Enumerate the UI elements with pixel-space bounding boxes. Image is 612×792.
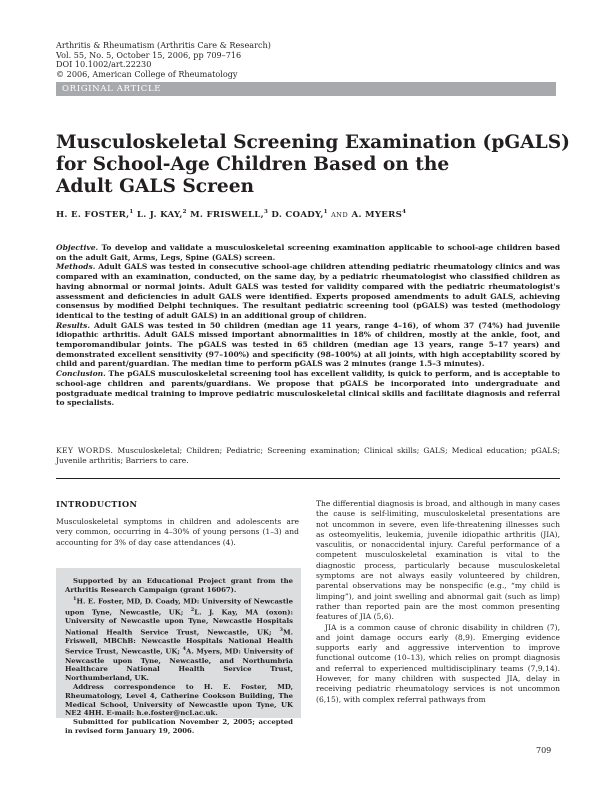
affiliation-text: M. Friswell, MBChB: Newcastle Hospitals National Health Service Trust, Newcastle, UK; <box>65 627 293 656</box>
journal-copyright: © 2006, American College of Rheumatology <box>56 68 238 79</box>
footnote-affiliations <box>65 595 293 683</box>
abstract-conclusion-label: Conclusion. <box>56 369 106 379</box>
affiliation-mark: 3 <box>279 626 283 633</box>
author-affiliation-mark: 1 <box>129 209 134 215</box>
affiliation-text: L. J. Kay, MA (oxon): University of Newcastle upon Tyne, Newcastle Hospitals National Health Service Trust, Newcastle, UK; <box>65 607 293 636</box>
footnote-content <box>65 577 293 736</box>
keywords-label: KEY WORDS. <box>56 446 114 455</box>
authors-and: AND <box>331 210 349 219</box>
page-number: 709 <box>536 746 552 755</box>
keywords-text: Musculoskeletal; Children; Pediatric; Screening examination; Clinical skills; GALS; Medical education; pGALS; Juvenile arthritis; Barriers to care. <box>56 446 560 465</box>
footnote-box <box>56 568 301 735</box>
author-list <box>56 209 556 220</box>
author-affiliation-mark: 1 <box>323 209 328 215</box>
article-type-label: ORIGINAL ARTICLE <box>62 84 162 94</box>
abstract-objective-text: To develop and validate a musculoskeletal screening examination applicable to school-age children based on the adult Gait, Arms, Legs, Spine (GALS) screen. <box>56 243 560 262</box>
author-name: A. MYERS <box>351 209 403 220</box>
journal-volume: Vol. 55, No. 5, October 15, 2006, pp 709–716 <box>56 49 242 60</box>
affiliation-mark: 2 <box>190 606 195 613</box>
title-line-1: Musculoskeletal Screening Examination (pGALS) <box>56 132 570 153</box>
abstract <box>56 243 560 408</box>
article-title <box>56 132 576 198</box>
right-column <box>316 499 560 705</box>
abstract-conclusion <box>56 369 560 408</box>
abstract-results <box>56 321 560 370</box>
abstract-results-text: Adult GALS was tested in 50 children (median age 11 years, range 4–16), of whom 37 (74%) had juvenile idiopathic arthritis. Adult GALS missed important abnormalities in 18% of children, mostly at the ankle, foot, and temporomandibular joints. The pGALS was tested in 65 children (median age 13 years, range 5–17 years) and demonstrated excellent sensitivity (97–100%) and specificity (98–100%) at all joints, with high acceptability scored by child and parent/guardian. The median time to perform pGALS was 2 minutes (range 1.5–3 minutes). <box>56 320 560 369</box>
abstract-objective-label: Objective. <box>56 243 99 252</box>
abstract-conclusion-text: The pGALS musculoskeletal screening tool has excellent validity, is quick to perform, and is acceptable to school-age children and parents/guardians. We propose that pGALS be incorporated into undergraduate and postgraduate medical training to improve pediatric musculoskeletal clinical skills and facilitate diagnosis and referral to specialists. <box>56 369 560 408</box>
affiliation-mark: 1 <box>73 595 77 602</box>
author-name: L. J. KAY, <box>136 209 183 220</box>
abstract-methods-label: Methods. <box>56 262 96 272</box>
journal-header <box>56 41 356 79</box>
abstract-methods <box>56 262 560 320</box>
introduction-paragraph: Musculoskeletal symptoms in children and adolescents are very common, occurring in 4–30% of young persons (1–3) and accounting for 3% of day case attendances (4). <box>56 517 299 547</box>
journal-name: Arthritis & Rheumatism (Arthritis Care & Research) <box>56 40 271 50</box>
affiliation-text: H. E. Foster, MD, D. Coady, MD: University of Newcastle upon Tyne, Newcastle, UK; <box>65 596 293 616</box>
journal-doi: DOI 10.1002/art.22230 <box>56 59 152 70</box>
left-column <box>56 499 299 548</box>
abstract-results-label: Results. <box>56 320 91 330</box>
abstract-objective <box>56 243 560 262</box>
author-affiliation-mark: 3 <box>263 209 269 215</box>
author-affiliation-mark: 4 <box>402 209 407 215</box>
affiliation-mark: 4 <box>182 646 186 653</box>
title-line-2: for School-Age Children Based on the <box>56 154 450 175</box>
section-divider <box>56 478 560 479</box>
title-line-3: Adult GALS Screen <box>56 176 255 197</box>
author-affiliation-mark: 2 <box>182 209 187 215</box>
introduction-heading: INTRODUCTION <box>56 499 138 509</box>
abstract-methods-text: Adult GALS was tested in consecutive school-age children attending pediatric rheumatology clinics and was compared with an examination, conducted, on the same day, by a pediatric rheumatologist who classified children as having abnormal or normal joints. Adult GALS was tested for validity compared with the pediatric rheumatologist's assessment and deficiencies in adult GALS were identified. Experts proposed amendments to adult GALS, achieving consensus by modified Delphi techniques. The resultant pediatric screening tool (pGALS) was tested (methodology identical to the testing of adult GALS) in an additional group of children. <box>56 262 560 320</box>
author-name: H. E. FOSTER, <box>56 209 130 220</box>
article-type-bar <box>56 82 556 96</box>
body-paragraph: JIA is a common cause of chronic disability in children (7), and joint damage occurs early (8,9). Emerging evidence supports early and aggressive intervention to improve functional outcome (10–13), which relies on prompt diagnosis and referral to experienced multidisciplinary teams (7,9,14). However, for many children with suspected JIA, delay in receiving pediatric rheumatology services is not uncommon (6,15), with complex referral pathways from <box>316 622 560 704</box>
author-name: M. FRISWELL, <box>190 209 264 220</box>
footnote-correspondence: Address correspondence to H. E. Foster, MD, Rheumatology, Level 4, Catherine Cookson Building, The Medical School, University of Newcastle upon Tyne, UK NE2 4HH. E-mail: h.e.foster@ncl.ac.uk. <box>65 682 293 718</box>
affiliation-text: A. Myers, MD: University of Newcastle upon Tyne, Newcastle, and Northumbria Healthcare National Health Service Trust, Northumberland, UK. <box>65 647 293 683</box>
author-name: D. COADY, <box>271 209 324 220</box>
footnote-support: Supported by an Educational Project grant from the Arthritis Research Campaign (grant 16067). <box>65 577 293 594</box>
keywords <box>56 446 560 465</box>
footnote-submitted: Submitted for publication November 2, 2005; accepted in revised form January 19, 2006. <box>65 718 293 735</box>
body-paragraph: The differential diagnosis is broad, and although in many cases the cause is self-limiting, musculoskeletal presentations are not uncommon in severe, even life-threatening illnesses such as osteomyelitis, leukemia, juvenile idiopathic arthritis (JIA), vasculitis, or nonaccidental injury. Careful performance of a competent musculoskeletal examination is vital to the diagnostic process, particularly because musculoskeletal symptoms are not always easily volunteered by children, parental observations may be nonspecific (e.g., “my child is limping”), and joint swelling and abnormal gait (such as limp) rather than reported pain are the most common presenting features of JIA (5,6). <box>316 499 560 622</box>
